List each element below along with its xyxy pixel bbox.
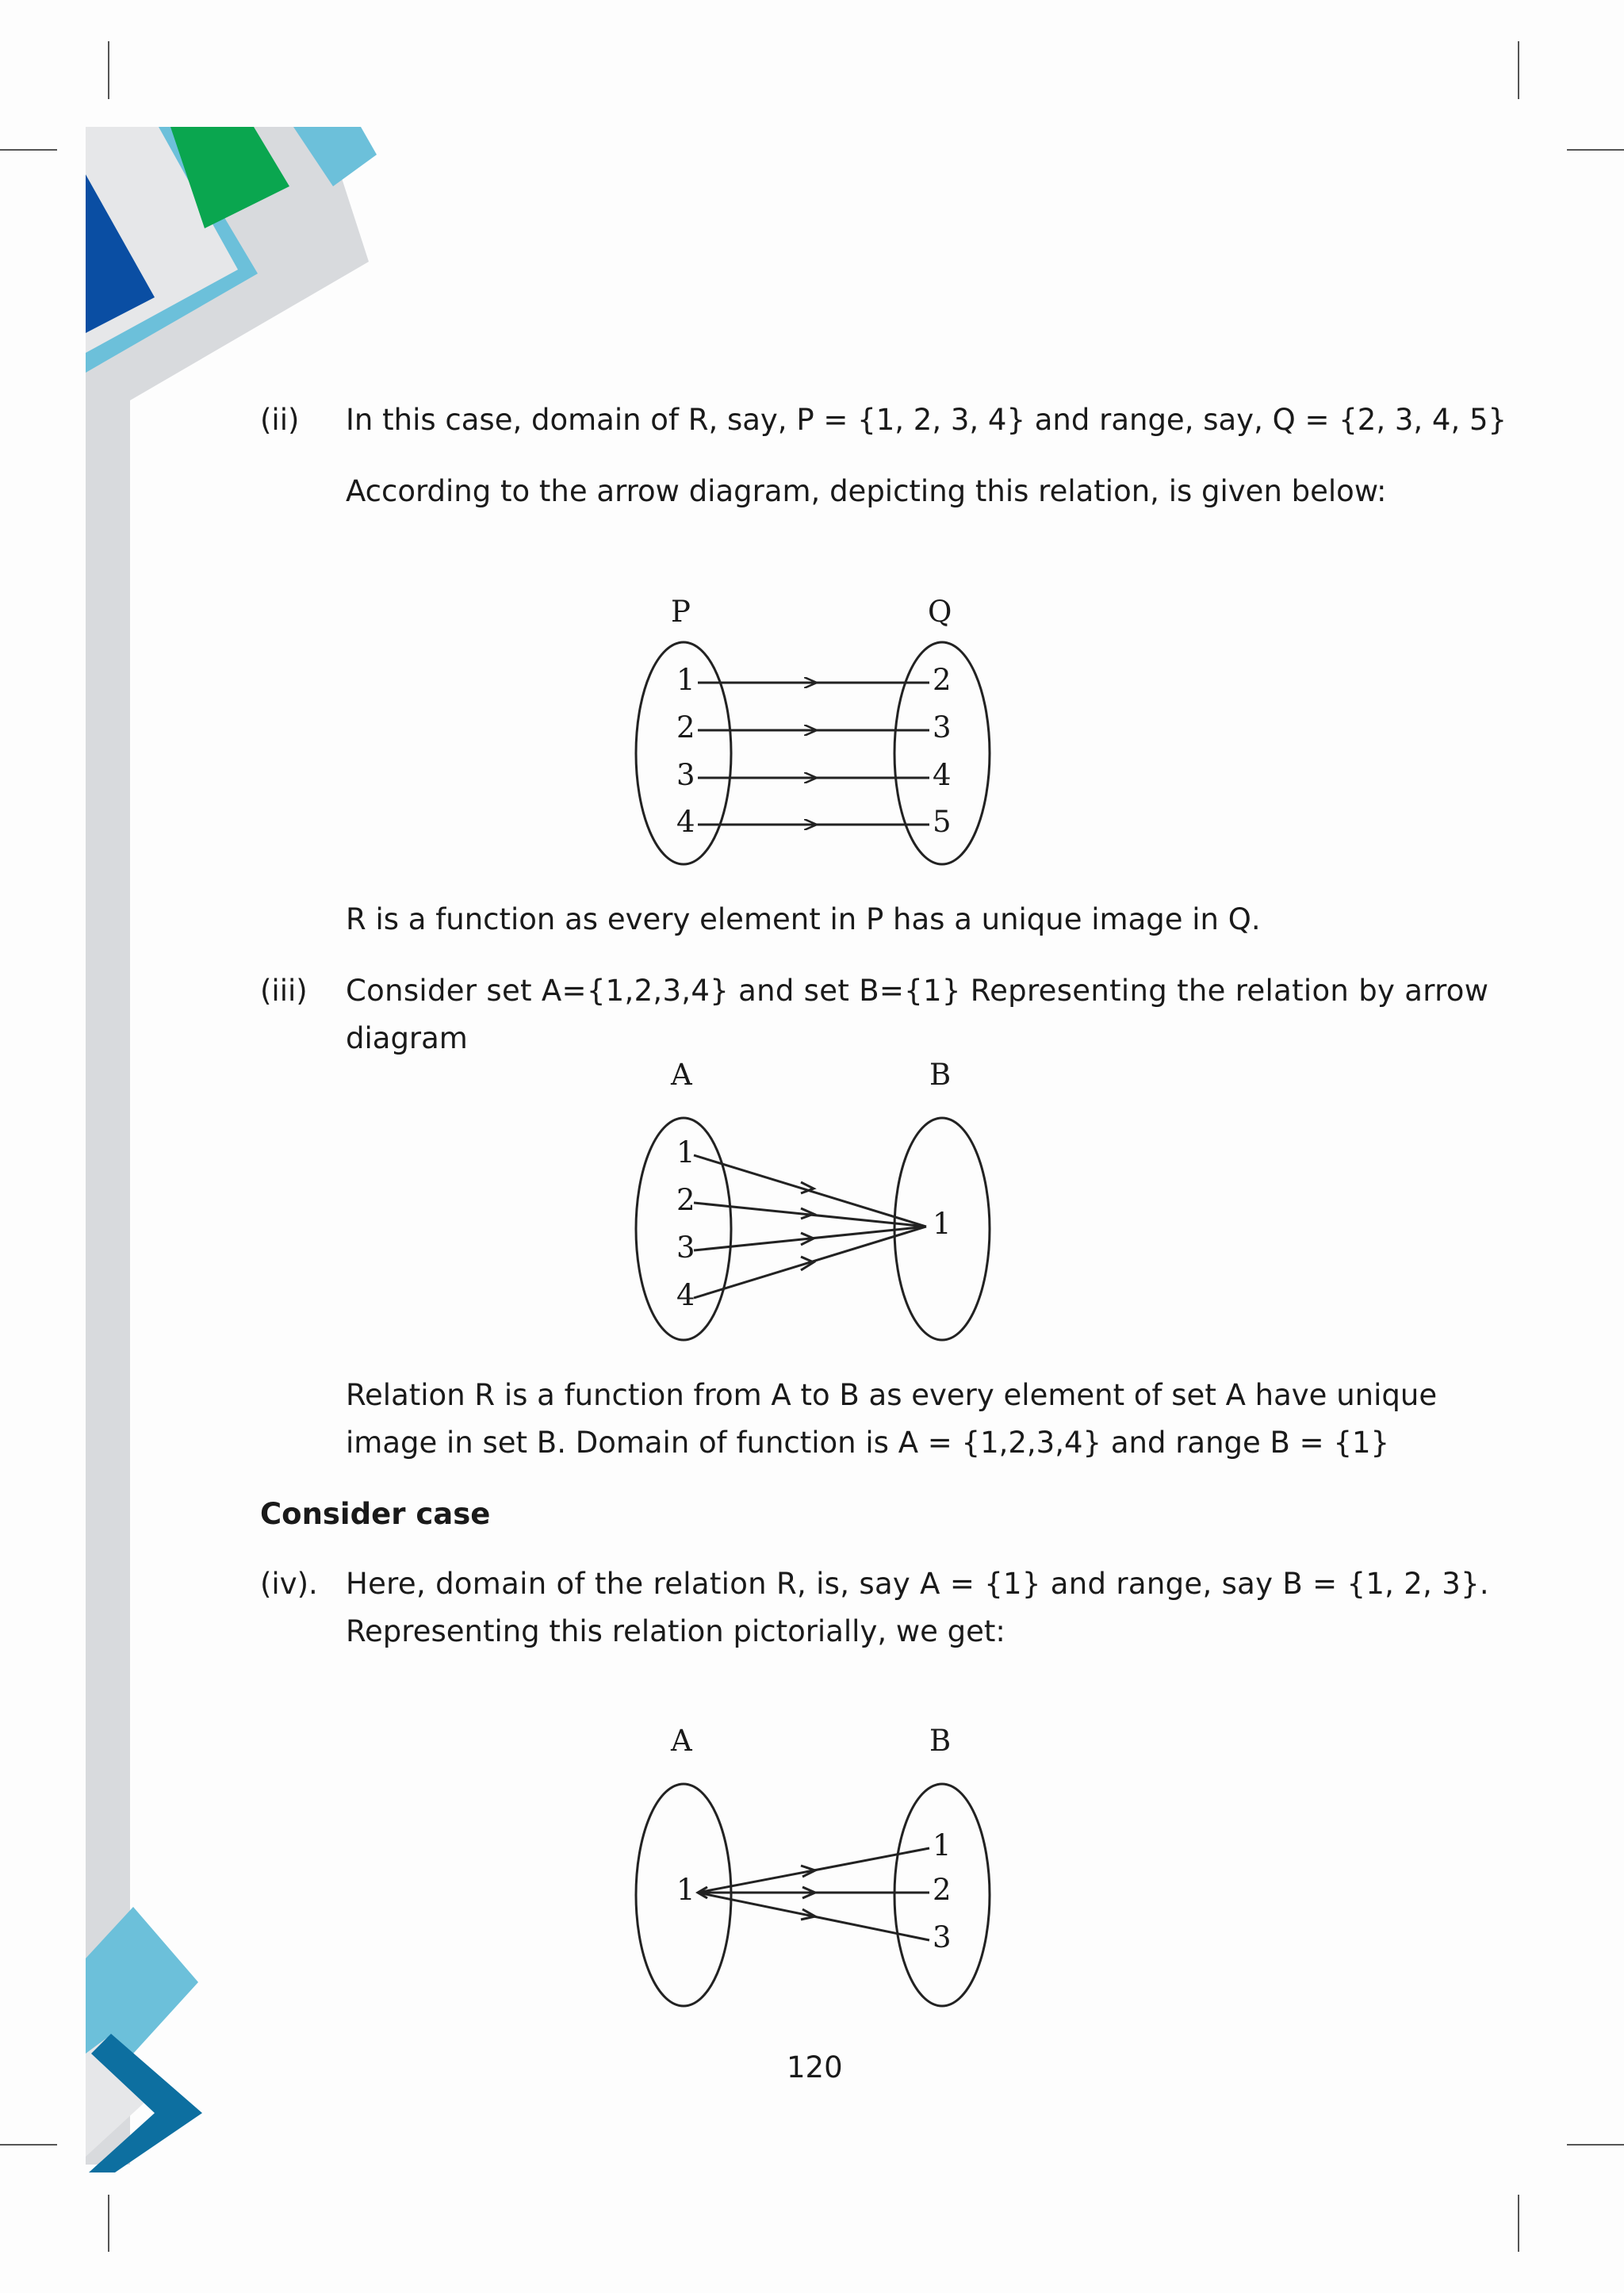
section-iii-line1: Consider set A={1,2,3,4} and set B={1} Representing the relation by arrow — [346, 974, 1489, 1008]
set-b-label: B — [929, 1058, 952, 1092]
section-iii-line2: diagram — [346, 1021, 468, 1055]
p-element: 2 — [676, 710, 695, 745]
a-element: 1 — [676, 1873, 695, 1907]
arrow-diagram-p-q — [619, 587, 1015, 888]
page-decoration — [0, 0, 412, 2293]
q-element: 3 — [933, 710, 952, 745]
arrow-diagram-a-b-many-to-one — [619, 1058, 1015, 1348]
b-element: 3 — [933, 1920, 952, 1954]
item-label-iv: (iv). — [260, 1567, 318, 1601]
a-element: 3 — [676, 1231, 695, 1265]
a-element: 4 — [676, 1278, 695, 1312]
section-ii-conclusion: R is a function as every element in P has a unique image in Q. — [346, 902, 1261, 936]
set-a-label: A — [671, 1724, 692, 1758]
b-element: 1 — [933, 1828, 952, 1862]
section-iii-conclusion-line2: image in set B. Domain of function is A = {1,2,3,4} and range B = {1} — [346, 1426, 1390, 1460]
left-grey-strip — [86, 127, 130, 2165]
set-a-label: A — [671, 1058, 692, 1092]
q-element: 5 — [933, 805, 952, 839]
p-element: 4 — [676, 805, 695, 839]
p-element: 1 — [676, 663, 695, 697]
section-ii-line2: According to the arrow diagram, depicting this relation, is given below: — [346, 474, 1387, 508]
q-element: 2 — [933, 663, 952, 697]
arrow-diagram-a-b-one-to-many — [619, 1724, 1015, 2014]
item-label-iii: (iii) — [260, 974, 308, 1008]
consider-case-heading: Consider case — [260, 1497, 491, 1531]
set-b-label: B — [929, 1724, 952, 1758]
a-element: 2 — [676, 1183, 695, 1217]
p-element: 3 — [676, 758, 695, 792]
b-element: 1 — [933, 1207, 952, 1241]
section-iv-line1: Here, domain of the relation R, is, say A = {1} and range, say B = {1, 2, 3}. — [346, 1567, 1489, 1601]
section-ii-line1: In this case, domain of R, say, P = {1, 2, 3, 4} and range, say, Q = {2, 3, 4, 5} — [346, 403, 1507, 437]
section-iii-conclusion-line1: Relation R is a function from A to B as every element of set A have unique — [346, 1378, 1438, 1412]
set-q-label: Q — [928, 595, 952, 629]
section-iv-line2: Representing this relation pictorially, we get: — [346, 1614, 1005, 1648]
a-element: 1 — [676, 1135, 695, 1169]
set-p-label: P — [671, 595, 691, 629]
b-element: 2 — [933, 1873, 952, 1907]
page-number: 120 — [787, 2050, 843, 2084]
item-label-ii: (ii) — [260, 403, 300, 437]
q-element: 4 — [933, 758, 952, 792]
